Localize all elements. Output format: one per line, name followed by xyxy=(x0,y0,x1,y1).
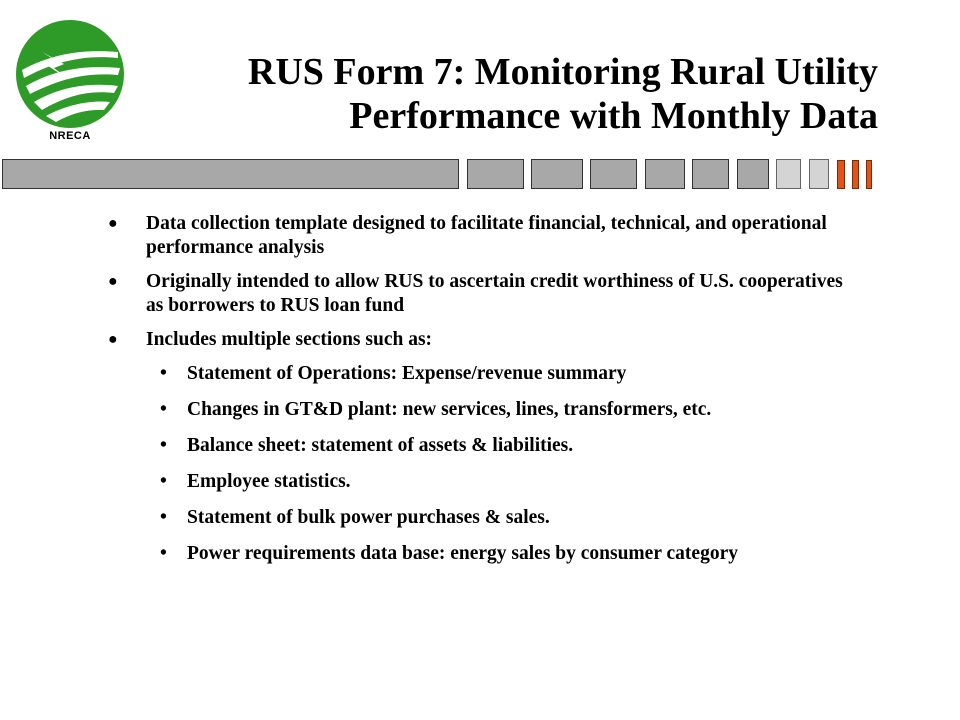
bar-segment xyxy=(531,159,583,189)
bullet-item xyxy=(104,328,864,352)
bullet-item xyxy=(104,270,864,318)
bar-segment xyxy=(852,160,859,189)
sub-bullet-text: Changes in GT&D plant: new services, lines, transformers, etc. xyxy=(187,399,712,420)
bullet-text: Data collection template designed to facilitate financial, technical, and operational performance analysis xyxy=(146,213,827,258)
sub-bullet-icon: • xyxy=(160,363,167,384)
sub-bullet-item xyxy=(104,470,864,494)
bar-segment xyxy=(645,159,685,189)
bullet-icon: ● xyxy=(108,215,118,232)
bar-segment xyxy=(467,159,524,189)
sub-bullet-item xyxy=(104,362,864,386)
sub-bullet-item xyxy=(104,506,864,530)
bar-segment xyxy=(837,160,845,189)
bar-segment xyxy=(776,159,801,189)
bullet-icon: ● xyxy=(108,273,118,290)
sub-bullet-text: Statement of Operations: Expense/revenue summary xyxy=(187,363,627,384)
title-line-2: Performance with Monthly Data xyxy=(349,95,878,137)
sub-bullet-item xyxy=(104,398,864,422)
bar-segment xyxy=(866,160,872,189)
bar-segment xyxy=(737,159,769,189)
title-line-1: RUS Form 7: Monitoring Rural Utility xyxy=(247,51,878,93)
bullet-text: Includes multiple sections such as: xyxy=(146,329,433,350)
sub-bullet-item xyxy=(104,434,864,458)
sub-bullet-text: Statement of bulk power purchases & sales. xyxy=(187,507,550,528)
sub-bullet-item xyxy=(104,542,864,566)
sub-bullet-icon: • xyxy=(160,507,167,528)
nreca-logo-icon xyxy=(14,18,126,130)
sub-bullet-icon: • xyxy=(160,399,167,420)
sub-bullet-icon: • xyxy=(160,543,167,564)
sub-bullet-text: Balance sheet: statement of assets & liabilities. xyxy=(187,435,574,456)
bullet-item xyxy=(104,212,864,260)
logo-text: NRECA xyxy=(49,130,91,142)
bullet-icon: ● xyxy=(108,331,118,348)
decorative-bar xyxy=(0,159,960,191)
bar-segment xyxy=(2,159,459,189)
bar-segment xyxy=(692,159,729,189)
sub-bullet-icon: • xyxy=(160,471,167,492)
sub-bullet-icon: • xyxy=(160,435,167,456)
page-title xyxy=(248,50,878,138)
bullet-content xyxy=(104,212,864,578)
bullet-text: Originally intended to allow RUS to ascertain credit worthiness of U.S. cooperatives as borrowers to RUS loan fund xyxy=(146,271,843,316)
bar-segment xyxy=(809,159,829,189)
bar-segment xyxy=(590,159,637,189)
sub-bullet-text: Power requirements data base: energy sales by consumer category xyxy=(187,543,738,564)
nreca-logo xyxy=(14,18,126,150)
sub-bullet-text: Employee statistics. xyxy=(187,471,351,492)
